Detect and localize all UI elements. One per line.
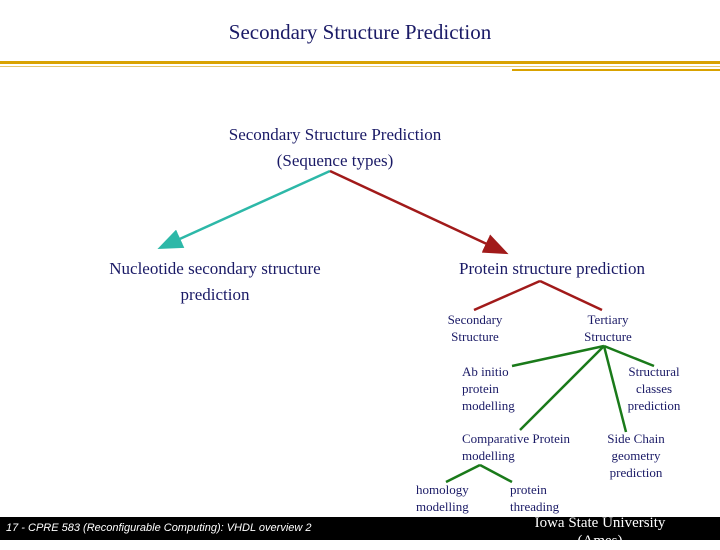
protein-to-secondary-line <box>474 281 540 310</box>
footer-university <box>500 514 700 550</box>
homology-line2: modelling <box>416 499 469 514</box>
ab-initio-line1: Ab initio <box>462 364 509 379</box>
tertiary-to-comparative-line <box>520 346 604 430</box>
nucleotide-node-line2: prediction <box>180 285 250 304</box>
secondary-node-line1: Secondary <box>447 312 503 327</box>
root-node-line2: (Sequence types) <box>276 151 394 170</box>
ab-initio-line2: protein <box>462 381 499 396</box>
root-node-line1: Secondary Structure Prediction <box>228 125 442 144</box>
comparative-line2: modelling <box>462 448 515 463</box>
nucleotide-node <box>80 256 350 308</box>
threading-line2: threading <box>510 499 560 514</box>
root-to-protein-arrow <box>330 171 504 252</box>
comparative-to-threading-line <box>480 465 512 482</box>
comparative-to-homology-line <box>446 465 480 482</box>
protein-node: Protein structure prediction <box>459 259 646 278</box>
ab-initio-node <box>462 363 515 414</box>
root-node <box>200 122 470 174</box>
secondary-node <box>435 311 515 345</box>
secondary-node-line2: Structure <box>451 329 499 344</box>
homology-line1: homology <box>416 482 469 497</box>
structural-classes-line1: Structural <box>628 364 680 379</box>
structural-classes-line2: classes <box>635 381 673 396</box>
comparative-line1: Comparative Protein <box>462 431 570 446</box>
page-title: Secondary Structure Prediction <box>228 20 492 44</box>
ab-initio-line3: modelling <box>462 398 515 413</box>
footer-university-line1: Iowa State University <box>534 515 666 531</box>
homology-node <box>416 481 469 515</box>
structural-classes-node <box>615 363 693 414</box>
tertiary-node-line2: Structure <box>584 329 632 344</box>
protein-to-tertiary-line <box>540 281 602 310</box>
threading-node <box>510 481 559 515</box>
tertiary-node-line1: Tertiary <box>587 312 629 327</box>
footer-course-label: 17 - CPRE 583 (Reconfigurable Computing): VHDL overview 2 <box>6 522 312 534</box>
side-chain-line2: geometry <box>611 448 661 463</box>
structural-classes-line3: prediction <box>627 398 681 413</box>
comparative-node <box>462 430 570 464</box>
tertiary-node <box>568 311 648 345</box>
side-chain-line1: Side Chain <box>607 431 665 446</box>
footer-university-line2: (Ames) <box>577 533 623 549</box>
tertiary-to-abinitio-line <box>512 346 604 366</box>
side-chain-line3: prediction <box>609 465 663 480</box>
threading-line1: protein <box>510 482 547 497</box>
nucleotide-node-line1: Nucleotide secondary structure <box>109 259 321 278</box>
root-to-nucleotide-arrow <box>162 171 330 247</box>
side-chain-node <box>600 430 672 481</box>
